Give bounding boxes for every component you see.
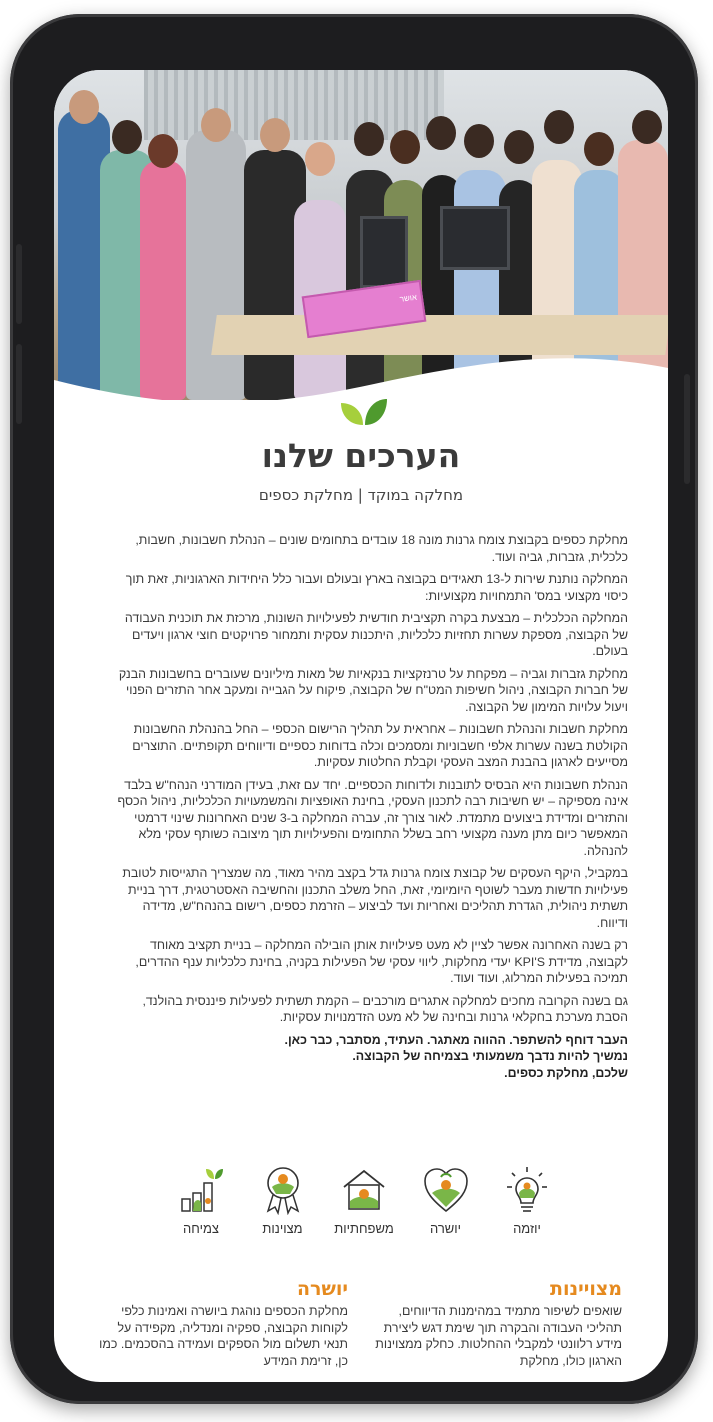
team-member-head [504,130,534,164]
team-member-head [201,108,231,142]
photo-wave-edge [54,350,668,400]
team-member-head [260,118,290,152]
team-member-head [390,130,420,164]
section-text: שואפים לשיפור מתמיד במהימנות הדיווחים, תהליכי העבודה והבקרה תוך שימת דגש ליצירת מידע רלוונטי למקבלי ההחלטות. כחלק ממצוינות הארגון כולו, מחלקת [375,1304,622,1368]
signature-line: שלכם, מחלקת כספים. [504,1065,628,1080]
section-text: מחלקת הכספים נוהגת ביושרה ואמינות כלפי לקוחות הקבוצה, ספקיה ומנדליה, מקפידה על תנאי תשלום מול הספקים ועמידה בהסכמים. כמו כן, זרימת המידע [99,1304,348,1368]
computer-monitor [360,216,408,288]
team-member-head [584,132,614,166]
team-member-head [544,110,574,144]
team-photo [54,70,668,400]
growth-chart-icon [178,1165,224,1215]
closing-line: נמשיך להיות נדבך משמעותי בצמיחה של הקבוצה. [352,1049,628,1063]
power-button [684,374,690,484]
page-title: הערכים שלנו [261,436,461,475]
value-initiative [490,1165,564,1245]
team-member-head [426,116,456,150]
team-member-head [354,122,384,156]
section-heading: מצויינות [550,1278,622,1300]
phone-frame [10,14,698,1404]
value-label: יוזמה [513,1221,541,1236]
paragraph: גם בשנה הקרובה מחכים למחלקה אתגרים מורכבים – הקמת תשתית לפעילות פיננסית בהולנד, הסבת מערכת בחקלאי גרנות ובחינה של לא מעט הזדמנויות עסקיות. [142,993,628,1024]
volume-down-button [16,344,22,424]
leaf-icon [339,397,389,427]
value-family [327,1165,401,1245]
paragraph: המחלקה נותנת שירות ל-13 תאגידים בקבוצה בארץ ובעולם ועבור כלל היחידות הארגוניות, זאת תוך כיסוי מקצועי במס' התמחויות מקצועיות: [125,572,628,603]
value-label: משפחתיות [334,1221,394,1236]
team-member-head [305,142,335,176]
medal-icon [260,1165,306,1215]
office-desk [211,315,668,355]
value-growth [164,1165,238,1245]
house-field-icon [341,1165,387,1215]
value-label: צמיחה [183,1221,219,1236]
binder-label: אושר [399,292,418,304]
team-member-head [464,124,494,158]
value-excellence [246,1165,320,1245]
phone-screen [54,70,668,1382]
values-icons-row [164,1165,564,1245]
paragraph: במקביל, היקף העסקים של קבוצת צומח גרנות גדל בקצב מהיר מאוד, מה שמצריך התגייסות לטובת פעילויות חדשות מעבר לשוטף היומיומי, זאת, החל משלב התכנון והחשיבה האסטרטגית, דרך בניית תשתית ניהולית, הגדרת תהליכים ואחריות ועד לביצוע – הזרמת כספים, רישום בהנהח"ש, מדידה ודיווח. [122,866,628,930]
paragraph: מחלקת חשבות והנהלת חשבונות – אחראית על תהליך הרישום הכספי – החל בהנהלת החשבונות הקולטת בשנה עשרות אלפי חשבוניות ומסמכים וכלה בדוחות כספיים ודיווחים תקופתיים. התוצרים מסייעים לארגון בהבנת המצב העסקי וקבלת החלטות עסקיות. [132,722,628,769]
closing-line: העבר דוחף להשתפר. ההווה מאתגר. העתיד, מסתבר, כבר כאן. [284,1032,628,1047]
team-member-head [148,134,178,168]
paragraph: הנהלת חשבונות היא הבסיס לתובנות ולדוחות הכספיים. יחד עם זאת, בעידן המודרני הנהח"ש בלבד אינה מספיקה – יש חשיבות רבה לתכנון העסקי, בחינת האופציות והמשמעויות הכלכליות, ניהול הכסף והתזרים ומדידת ביצועים מתמדת. לאור צורך זה, עברה המחלקה ב-3 שנים האחרונות שינוי דרמטי המאפשר כיום מתן מענה מקצועי רחב בשלל התחומים והפעילויות תוך מיצובה כשותף עסקי מלא להנהלה. [117,777,628,858]
computer-monitor [440,206,510,270]
section-integrity [98,1278,348,1369]
value-label: מצוינות [262,1221,303,1236]
paragraph: המחלקה הכלכלית – מבצעת בקרה תקציבית חודשית לפעילויות השונות, מרכזת את תוכנית העבודה של הקבוצה, מספקת עשרות תחזיות כלכליות, היתכנות עסקית ותמחור פרויקטים חוצי ארגון ויעדים בעולם. [124,611,628,658]
paragraph: מחלקת כספים בקבוצת צומח גרנות מונה 18 עובדים בתחומים שונים – הנהלת חשבונות, חשבות, כלכלית, גזברות, גביה ועוד. [135,533,628,564]
value-label: יושרה [429,1221,462,1236]
value-integrity [409,1165,483,1245]
paragraph: רק בשנה האחרונה אפשר לציין לא מעט פעילויות אותן הובילה המחלקה – בניית תקציב מאוחד לקבוצה, מדידת KPI'S יעדי מחלקות, ליווי עסקי של הפעילות בקניה, בחינת כלכליות ענף ההדרים, תמיכה בפעילות המרלוג, ועוד ועוד. [135,938,628,985]
volume-up-button [16,244,22,324]
paragraph: מחלקת גזברות וגביה – מפקחת על טרנזקציות בנקאיות של מאות מיליונים שעוברים בחשבונות הבנק של חברות הקבוצה, ניהול חשיפות המט"ח של הקבוצה, פיקוח על הגבייה ומעקב אחר התזרים הפנוי ויעול עלויות המימון של הקבוצה. [118,666,628,714]
team-member-head [632,110,662,144]
section-excellence [372,1278,622,1369]
window-blinds [144,70,444,140]
heart-field-icon [423,1165,469,1215]
team-member-head [69,90,99,124]
lightbulb-icon [504,1165,550,1215]
article-body [108,532,628,1081]
section-heading: יושרה [296,1278,348,1300]
team-member-head [112,120,142,154]
page-subtitle: מחלקה במוקד | מחלקת כספים [258,486,464,504]
